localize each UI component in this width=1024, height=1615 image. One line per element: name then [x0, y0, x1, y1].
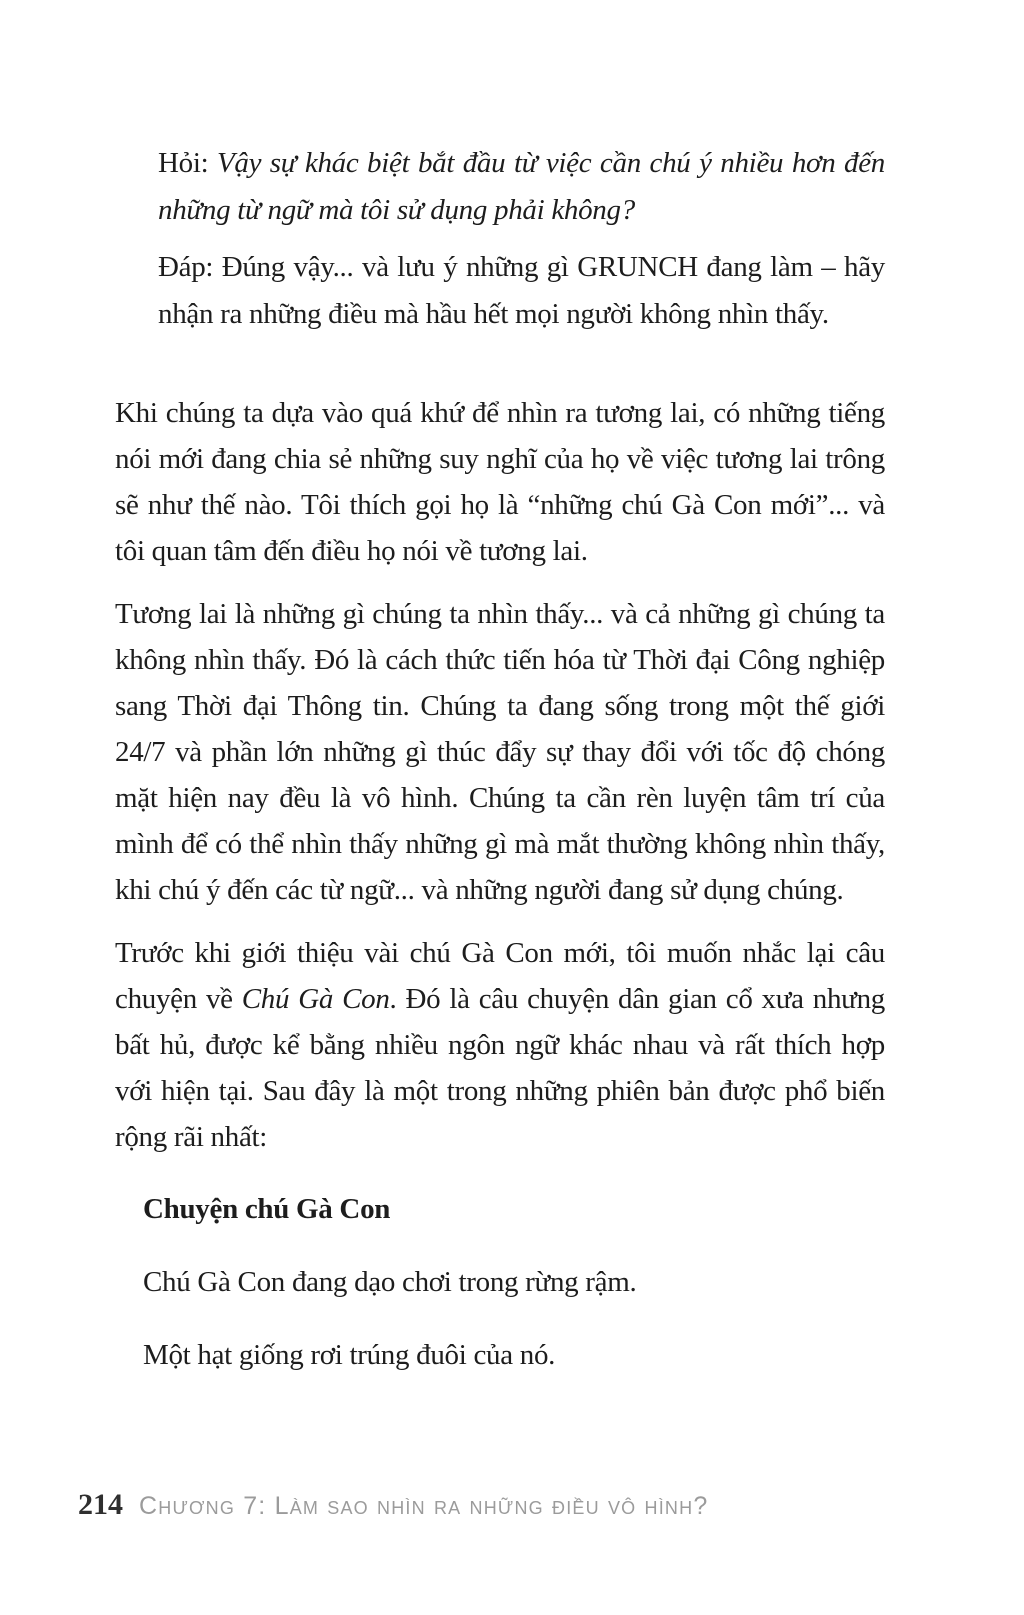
paragraph-3 [115, 930, 885, 1160]
qa-question [158, 140, 885, 234]
page-footer [78, 1488, 708, 1522]
story-heading: Chuyện chú Gà Con [143, 1193, 391, 1225]
paragraph-3-post: . Đó là câu chuyện dân gian cổ xưa nhưng bất hủ, được kể bằng nhiều ngôn ngữ khác nhau và rất thích hợp với hiện tại. Sau đây là một trong những phiên bản được phổ biến rộng rãi nhất: [115, 983, 885, 1153]
paragraph-2: Tương lai là những gì chúng ta nhìn thấy... và cả những gì chúng ta không nhìn thấy. Đó là cách thức tiến hóa từ Thời đại Công nghiệp sang Thời đại Thông tin. Chúng ta đang sống trong một thế giới 24/7 và phần lớn những gì thúc đẩy sự thay đổi với tốc độ chóng mặt hiện nay đều là vô hình. Chúng ta cần rèn luyện tâm trí của mình để có thể nhìn thấy những gì mà mắt thường không nhìn thấy, khi chú ý đến các từ ngữ... và những người đang sử dụng chúng. [115, 598, 885, 906]
paragraph-3-story-title: Chú Gà Con [241, 983, 390, 1015]
page-number: 214 [78, 1488, 123, 1521]
story-block [115, 1186, 885, 1378]
story-line-1: Chú Gà Con đang dạo chơi trong rừng rậm. [143, 1266, 637, 1298]
body-text [115, 390, 885, 1160]
qa-answer-text: Đúng vậy... và lưu ý những gì GRUNCH đang làm – hãy nhận ra những điều mà hầu hết mọi người không nhìn thấy. [158, 251, 885, 330]
paragraph-1: Khi chúng ta dựa vào quá khứ để nhìn ra tương lai, có những tiếng nói mới đang chia sẻ những suy nghĩ của họ về việc tương lai trông sẽ như thế nào. Tôi thích gọi họ là “những chú Gà Con mới”... và tôi quan tâm đến điều họ nói về tương lai. [115, 397, 885, 567]
qa-answer [158, 244, 885, 338]
chapter-title: Chương 7: Làm sao nhìn ra những điều vô hình? [139, 1492, 709, 1520]
qa-block [115, 140, 885, 338]
qa-question-text: Vậy sự khác biệt bắt đầu từ việc cần chú ý nhiều hơn đến những từ ngữ mà tôi sử dụng phải không? [158, 147, 885, 226]
qa-answer-label: Đáp: [158, 251, 222, 283]
paragraph-3-pre: Trước khi giới thiệu vài chú Gà Con mới, tôi muốn nhắc lại câu chuyện về [115, 937, 885, 1015]
story-line-2: Một hạt giống rơi trúng đuôi của nó. [143, 1339, 556, 1371]
qa-question-label: Hỏi: [158, 147, 217, 179]
